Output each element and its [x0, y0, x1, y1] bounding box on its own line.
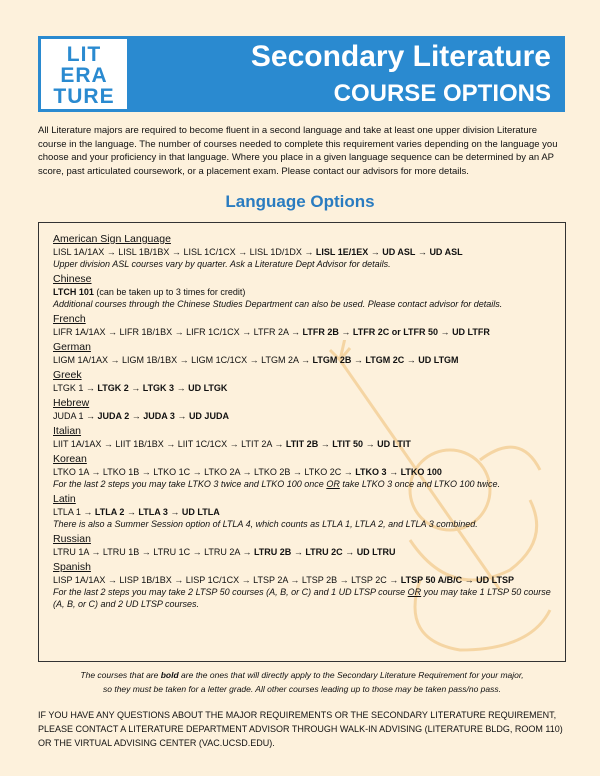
arrow-icon: →: [404, 355, 419, 365]
arrow-icon: →: [108, 355, 123, 365]
arrow-icon: →: [341, 467, 356, 477]
course-code: UD LTRU: [356, 547, 396, 557]
arrow-icon: →: [139, 467, 154, 477]
course-code: LISL 1E/1EX: [315, 247, 369, 257]
arrow-icon: →: [174, 383, 189, 393]
footnote-bold: bold: [160, 670, 179, 680]
arrow-icon: →: [247, 355, 262, 365]
language-section: [53, 273, 553, 310]
course-sequence: [53, 546, 553, 558]
course-code: LTFR 2C or LTFR 50: [352, 327, 439, 337]
footnote: [38, 668, 566, 696]
arrow-icon: →: [169, 247, 184, 257]
course-code: LTRU 2A: [204, 547, 240, 557]
course-code: UD LTLA: [181, 507, 220, 517]
language-name: Greek: [53, 369, 82, 381]
course-code: JUDA 3: [143, 411, 175, 421]
language-name: American Sign Language: [53, 233, 171, 245]
arrow-icon: →: [351, 355, 366, 365]
language-note: There is also a Summer Session option of LTLA 4, which counts as LTLA 1, LTLA 2, and LTLA 3 combined.: [53, 519, 478, 529]
course-code: JUDA 1: [53, 411, 84, 421]
course-code: LISL 1A/1AX: [53, 247, 105, 257]
language-name: Italian: [53, 425, 82, 437]
arrow-icon: →: [462, 575, 477, 585]
contact-notice: IF YOU HAVE ANY QUESTIONS ABOUT THE MAJOR REQUIREMENTS OR THE SECONDARY LITERATURE REQUIREMENT, PLEASE CONTACT A LITERATURE DEPARTMENT ADVISOR THROUGH WALK-IN ADVISING (LITERATURE BLDG, ROOM 110) OR THE VIRTUAL ADVISING CENTER (VAC.UCSD.EDU).: [38, 710, 563, 748]
course-code: LTIT 2A: [241, 439, 272, 449]
course-code: LTKO 3: [355, 467, 387, 477]
arrow-icon: →: [337, 575, 352, 585]
course-code: LTKO 100: [400, 467, 442, 477]
language-note: Additional courses through the Chinese Studies Department can also be used. Please contact advisor for details.: [53, 299, 503, 309]
course-code: LIIT 1B/1BX: [115, 439, 164, 449]
language-section: [53, 561, 553, 610]
course-code: LTIT 50: [332, 439, 364, 449]
arrow-icon: →: [363, 439, 378, 449]
arrow-icon: →: [342, 547, 357, 557]
course-detail: (can be taken up to 3 times for credit): [93, 287, 246, 297]
course-code: LTLA 2: [94, 507, 125, 517]
course-sequence: [53, 246, 553, 258]
arrow-icon: →: [239, 467, 254, 477]
course-code: LISL 1D/1DX: [249, 247, 302, 257]
course-code: UD LTSP: [476, 575, 515, 585]
logo-line-3: TURE: [53, 85, 115, 108]
course-sequence: [53, 326, 553, 338]
course-code: LIFR 1B/1BX: [119, 327, 173, 337]
course-code: LISL 1C/1CX: [183, 247, 236, 257]
arrow-icon: →: [105, 327, 120, 337]
course-code: LTKO 2B: [253, 467, 291, 477]
arrow-icon: →: [239, 575, 254, 585]
language-name: French: [53, 313, 86, 325]
arrow-icon: →: [287, 575, 302, 585]
course-code: LTKO 1C: [153, 467, 191, 477]
arrow-icon: →: [167, 507, 182, 517]
course-code: LTGK 1: [53, 383, 84, 393]
language-section: [53, 533, 553, 558]
course-code: LTKO 1A: [53, 467, 89, 477]
course-sequence: [53, 286, 553, 298]
header-banner: [130, 36, 565, 112]
course-code: LISP 1B/1BX: [119, 575, 172, 585]
language-note: [53, 586, 553, 610]
language-options-box: [38, 222, 566, 662]
course-code: LTFR 2B: [302, 327, 339, 337]
arrow-icon: →: [239, 327, 254, 337]
language-note: Upper division ASL courses vary by quarter. Ask a Literature Dept Advisor for details.: [53, 259, 391, 269]
language-section: [53, 425, 553, 450]
arrow-icon: →: [415, 247, 430, 257]
note-part: For the last 2 steps you may take LTKO 3 twice and LTKO 100 once: [53, 479, 327, 489]
language-name: Chinese: [53, 273, 92, 285]
language-options-heading: Language Options: [225, 192, 375, 211]
course-code: LTKO 2A: [204, 467, 240, 477]
arrow-icon: →: [88, 547, 103, 557]
course-code: LTRU 1B: [102, 547, 140, 557]
arrow-icon: →: [291, 547, 306, 557]
language-name: Hebrew: [53, 397, 90, 409]
course-sequence: [53, 506, 553, 518]
course-code: UD JUDA: [188, 411, 229, 421]
arrow-icon: →: [338, 327, 353, 337]
course-code: LIIT 1C/1CX: [177, 439, 228, 449]
arrow-icon: →: [368, 247, 383, 257]
course-sequence: [53, 574, 553, 586]
language-name: Latin: [53, 493, 76, 505]
course-sequence: [53, 382, 553, 394]
arrow-icon: →: [105, 575, 120, 585]
language-name: German: [53, 341, 91, 353]
arrow-icon: →: [298, 355, 313, 365]
arrow-icon: →: [190, 547, 205, 557]
course-code: LTSP 2C: [351, 575, 387, 585]
note-part: you may take 1 LTSP 50 course (A, B, or C) and 2 UD LTSP courses.: [53, 587, 551, 609]
course-code: LTLA 1: [53, 507, 81, 517]
arrow-icon: →: [101, 439, 116, 449]
note-part: For the last 2 steps you may take 2 LTSP 50 courses (A, B, or C) and 1 UD LTSP course: [53, 587, 408, 597]
course-code: UD ASL: [429, 247, 463, 257]
course-code: LIFR 1A/1AX: [53, 327, 106, 337]
course-code: UD LTIT: [377, 439, 411, 449]
course-code: UD LTGM: [418, 355, 459, 365]
arrow-icon: →: [301, 247, 316, 257]
course-code: UD LTGK: [188, 383, 228, 393]
course-code: LIGM 1B/1BX: [122, 355, 178, 365]
course-code: LTIT 2B: [285, 439, 319, 449]
language-name: Spanish: [53, 561, 91, 573]
course-code: LTRU 1A: [53, 547, 89, 557]
language-section: [53, 233, 553, 270]
arrow-icon: →: [235, 247, 250, 257]
arrow-icon: →: [290, 467, 305, 477]
literature-logo: [38, 36, 130, 112]
course-code: LTSP 2A: [253, 575, 288, 585]
arrow-icon: →: [288, 327, 303, 337]
course-code: LIGM 1A/1AX: [53, 355, 109, 365]
language-note: [53, 478, 553, 490]
logo-line-2: ERA: [60, 64, 108, 87]
course-code: LTSP 2B: [301, 575, 338, 585]
footnote-pre: The courses that are: [80, 670, 161, 680]
logo-line-1: LIT: [66, 43, 102, 66]
course-code: LISP 1A/1AX: [53, 575, 106, 585]
language-section: [53, 341, 553, 366]
course-code: UD LTFR: [452, 327, 490, 337]
arrow-icon: →: [124, 507, 139, 517]
course-code: LIGM 1C/1CX: [191, 355, 248, 365]
arrow-icon: →: [438, 327, 453, 337]
language-name: Russian: [53, 533, 91, 545]
course-code: UD ASL: [382, 247, 416, 257]
course-code: LTFR 2A: [253, 327, 289, 337]
course-code: LISP 1C/1CX: [185, 575, 240, 585]
course-code: JUDA 2: [97, 411, 130, 421]
arrow-icon: →: [128, 383, 143, 393]
course-code: LTRU 1C: [153, 547, 191, 557]
intro-paragraph: All Literature majors are required to become fluent in a second language and take at least one upper division Literature course in the language. The number of courses needed to complete this requirement varies depending on the language you choose and your proficiency in that language. Where you place in a given language sequence can be determined by an AP score, past articulated coursework, or a placement exam. Please contact our advisors for more details.: [38, 125, 558, 177]
course-code: LIFR 1C/1CX: [186, 327, 240, 337]
course-code: LTGK 2: [97, 383, 129, 393]
language-section: [53, 397, 553, 422]
course-code: LISL 1B/1BX: [118, 247, 170, 257]
language-list: [53, 233, 553, 613]
course-code: LTRU 2C: [305, 547, 343, 557]
arrow-icon: →: [139, 547, 154, 557]
arrow-icon: →: [83, 411, 98, 421]
page-subtitle: COURSE OPTIONS: [333, 80, 551, 107]
arrow-icon: →: [163, 439, 178, 449]
course-code: LIIT 1A/1AX: [53, 439, 102, 449]
course-code: LTGK 3: [142, 383, 175, 393]
footnote-line2: so they must be taken for a letter grade. All other courses leading up to those may be taken pass/no pass.: [103, 684, 501, 694]
course-sequence: [53, 466, 553, 478]
note-part: OR: [407, 587, 422, 597]
course-code: LTSP 50 A/B/C: [400, 575, 463, 585]
arrow-icon: →: [174, 411, 189, 421]
language-section: [53, 369, 553, 394]
arrow-icon: →: [80, 507, 95, 517]
course-sequence: [53, 438, 553, 450]
arrow-icon: →: [83, 383, 98, 393]
arrow-icon: →: [271, 439, 286, 449]
course-code: LTLA 3: [138, 507, 168, 517]
arrow-icon: →: [177, 355, 192, 365]
arrow-icon: →: [318, 439, 333, 449]
course-sequence: [53, 410, 553, 422]
course-code: LTGM 2A: [261, 355, 299, 365]
course-code: LTCH 101: [53, 287, 94, 297]
language-section: [53, 313, 553, 338]
course-code: LTGM 2C: [365, 355, 405, 365]
language-section: [53, 493, 553, 530]
course-code: LTKO 1B: [102, 467, 140, 477]
arrow-icon: →: [104, 247, 119, 257]
language-name: Korean: [53, 453, 87, 465]
course-code: LTRU 2B: [253, 547, 292, 557]
arrow-icon: →: [88, 467, 103, 477]
footnote-post: are the ones that will directly apply to the Secondary Literature Requirement for your major,: [178, 670, 524, 680]
arrow-icon: →: [172, 327, 187, 337]
course-code: LTGM 2B: [312, 355, 352, 365]
arrow-icon: →: [171, 575, 186, 585]
arrow-icon: →: [227, 439, 242, 449]
arrow-icon: →: [239, 547, 254, 557]
language-section: [53, 453, 553, 490]
course-code: LTKO 2C: [304, 467, 342, 477]
arrow-icon: →: [190, 467, 205, 477]
page-title: Secondary Literature: [250, 40, 551, 73]
arrow-icon: →: [386, 575, 401, 585]
note-part: take LTKO 3 once and LTKO 100 twice.: [339, 479, 501, 489]
arrow-icon: →: [386, 467, 401, 477]
arrow-icon: →: [129, 411, 144, 421]
course-sequence: [53, 354, 553, 366]
note-part: OR: [326, 479, 340, 489]
